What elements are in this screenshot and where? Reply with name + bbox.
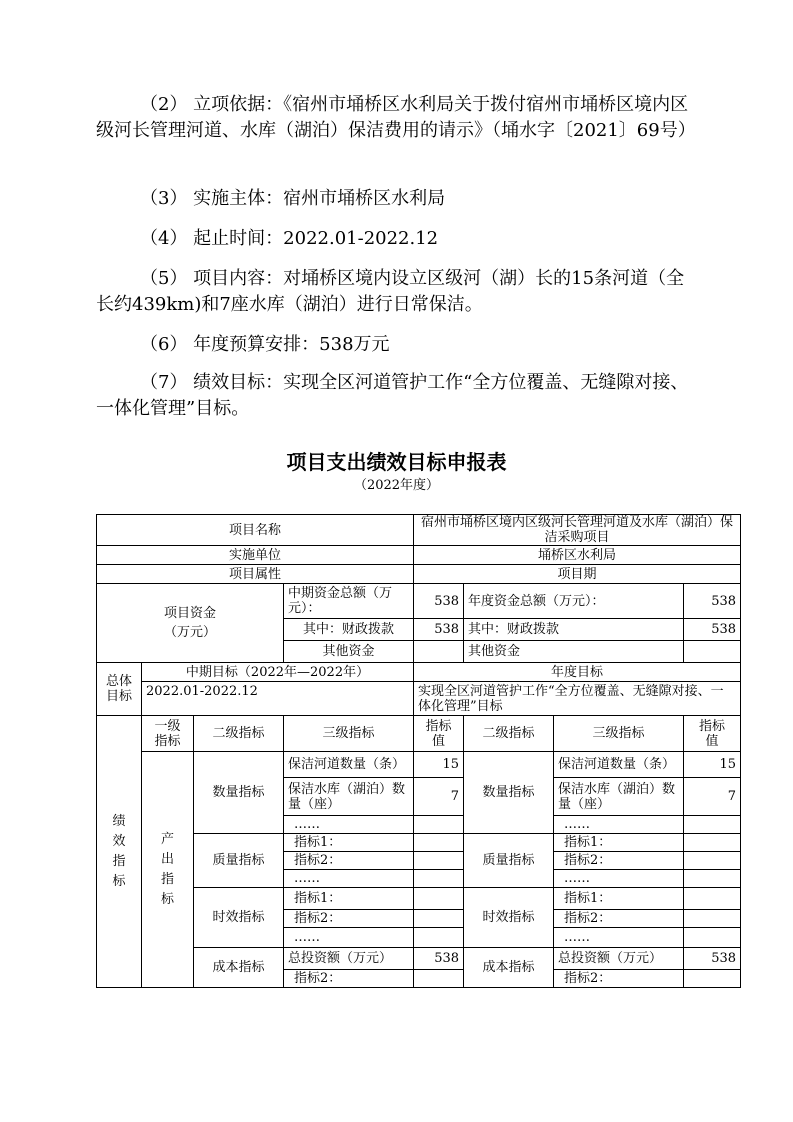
quality-ind1-annual: 指标1： [554, 834, 684, 852]
mid-goal-value: 2022.01-2022.12 [142, 682, 414, 716]
time-more-annual: …… [554, 928, 684, 948]
qty-river-value-annual: 15 [684, 752, 741, 778]
annual-other-value [684, 641, 741, 663]
funds-label: 项目资金 （万元） [97, 584, 284, 663]
quality-ind2-annual: 指标2： [554, 852, 684, 870]
unit-label: 实施单位 [97, 546, 414, 565]
quality-more-annual: …… [554, 870, 684, 888]
level1-header: 一级 指标 [142, 716, 194, 752]
performance-goal-table [96, 514, 741, 988]
overall-goal-label: 总体 目标 [97, 663, 142, 716]
cost-total-value-annual: 538 [684, 948, 741, 970]
cost-total-label: 总投资额（万元） [284, 948, 414, 970]
quality-ind1: 指标1： [284, 834, 414, 852]
content-paragraph: （5） 项目内容：对埇桥区境内设立区级河（湖）长的15条河道（全长约439km)和7座水库（湖泊）进行日常保洁。 [96, 268, 685, 315]
cost-total-value: 538 [414, 948, 464, 970]
annual-total-label: 年度资金总额（万元）： [464, 584, 684, 619]
cost-ind2: 指标2： [284, 970, 414, 988]
table-row [97, 716, 741, 752]
cost-total-label-annual: 总投资额（万元） [554, 948, 684, 970]
value-header-annual: 指标 值 [684, 716, 741, 752]
quality-indicator-label-annual: 质量指标 [464, 834, 554, 888]
quality-more: …… [284, 870, 414, 888]
time-ind2: 指标2： [284, 910, 414, 928]
table-row [97, 515, 741, 546]
project-name-label: 项目名称 [97, 515, 414, 546]
table-row [97, 584, 741, 619]
attr-label: 项目属性 [97, 565, 414, 584]
budget-paragraph: （6） 年度预算安排：538万元 [140, 334, 390, 355]
table-row [97, 546, 741, 565]
cost-ind2-annual: 指标2： [554, 970, 684, 988]
annual-goal-value: 实现全区河道管护工作“全方位覆盖、无缝隙对接、一体化管理”目标 [414, 682, 741, 716]
annual-other-label: 其他资金 [464, 641, 684, 663]
cost-indicator-label-annual: 成本指标 [464, 948, 554, 988]
level2-header: 二级指标 [194, 716, 284, 752]
unit-value: 埇桥区水利局 [414, 546, 741, 565]
qty-indicator-label-annual: 数量指标 [464, 752, 554, 834]
qty-reservoir-label-annual: 保洁水库（湖泊）数量（座） [554, 778, 684, 816]
annual-goal-label: 年度目标 [414, 663, 741, 682]
output-indicator-label: 产 出 指 标 [142, 752, 194, 988]
time-indicator-label: 时效指标 [194, 888, 284, 948]
quality-ind2: 指标2： [284, 852, 414, 870]
time-ind1-annual: 指标1： [554, 888, 684, 910]
table-row [97, 888, 741, 910]
mid-fiscal-value: 538 [414, 619, 464, 641]
value-header: 指标 值 [414, 716, 464, 752]
qty-reservoir-value: 7 [414, 778, 464, 816]
annual-fiscal-value: 538 [684, 619, 741, 641]
basis-paragraph: （2） 立项依据：《宿州市埇桥区水利局关于拨付宿州市埇桥区境内区级河长管理河道、水库（湖泊）保洁费用的请示》（埇水字〔2021〕69号） [96, 94, 696, 141]
level3-header-annual: 三级指标 [554, 716, 684, 752]
qty-more: …… [284, 816, 414, 834]
form-title: 项目支出绩效目标申报表 [286, 450, 507, 474]
qty-river-value: 15 [414, 752, 464, 778]
form-subtitle: （2022年度） [353, 478, 440, 493]
time-more: …… [284, 928, 414, 948]
table-row [97, 663, 741, 682]
qty-more-annual: …… [554, 816, 684, 834]
qty-reservoir-label: 保洁水库（湖泊）数量（座） [284, 778, 414, 816]
mid-other-label: 其他资金 [284, 641, 414, 663]
implementer-paragraph: （3） 实施主体：宿州市埇桥区水利局 [140, 188, 446, 209]
period-paragraph: （4） 起止时间：2022.01-2022.12 [140, 228, 439, 249]
annual-fiscal-label: 其中：财政拨款 [464, 619, 684, 641]
mid-goal-label: 中期目标（2022年—2022年） [142, 663, 414, 682]
qty-reservoir-value-annual: 7 [684, 778, 741, 816]
table-row [97, 834, 741, 852]
mid-total-value: 538 [414, 584, 464, 619]
level2-header-annual: 二级指标 [464, 716, 554, 752]
table-row [97, 948, 741, 970]
table-row [97, 565, 741, 584]
perf-indicator-label: 绩 效 指 标 [97, 716, 142, 988]
annual-total-value: 538 [684, 584, 741, 619]
mid-other-value [414, 641, 464, 663]
cost-indicator-label: 成本指标 [194, 948, 284, 988]
quality-indicator-label: 质量指标 [194, 834, 284, 888]
project-name-value: 宿州市埇桥区境内区级河长管理河道及水库（湖泊）保洁采购项目 [414, 515, 741, 546]
table-row [97, 752, 741, 778]
time-ind1: 指标1： [284, 888, 414, 910]
period-label: 项目期 [414, 565, 741, 584]
qty-river-label-annual: 保洁河道数量（条） [554, 752, 684, 778]
level3-header: 三级指标 [284, 716, 414, 752]
qty-indicator-label: 数量指标 [194, 752, 284, 834]
mid-fiscal-label: 其中：财政拨款 [284, 619, 414, 641]
goal-paragraph: （7） 绩效目标：实现全区河道管护工作“全方位覆盖、无缝隙对接、一体化管理”目标。 [96, 372, 689, 419]
time-ind2-annual: 指标2： [554, 910, 684, 928]
qty-river-label: 保洁河道数量（条） [284, 752, 414, 778]
mid-total-label: 中期资金总额（万元）： [284, 584, 414, 619]
time-indicator-label-annual: 时效指标 [464, 888, 554, 948]
table-row [97, 682, 741, 716]
